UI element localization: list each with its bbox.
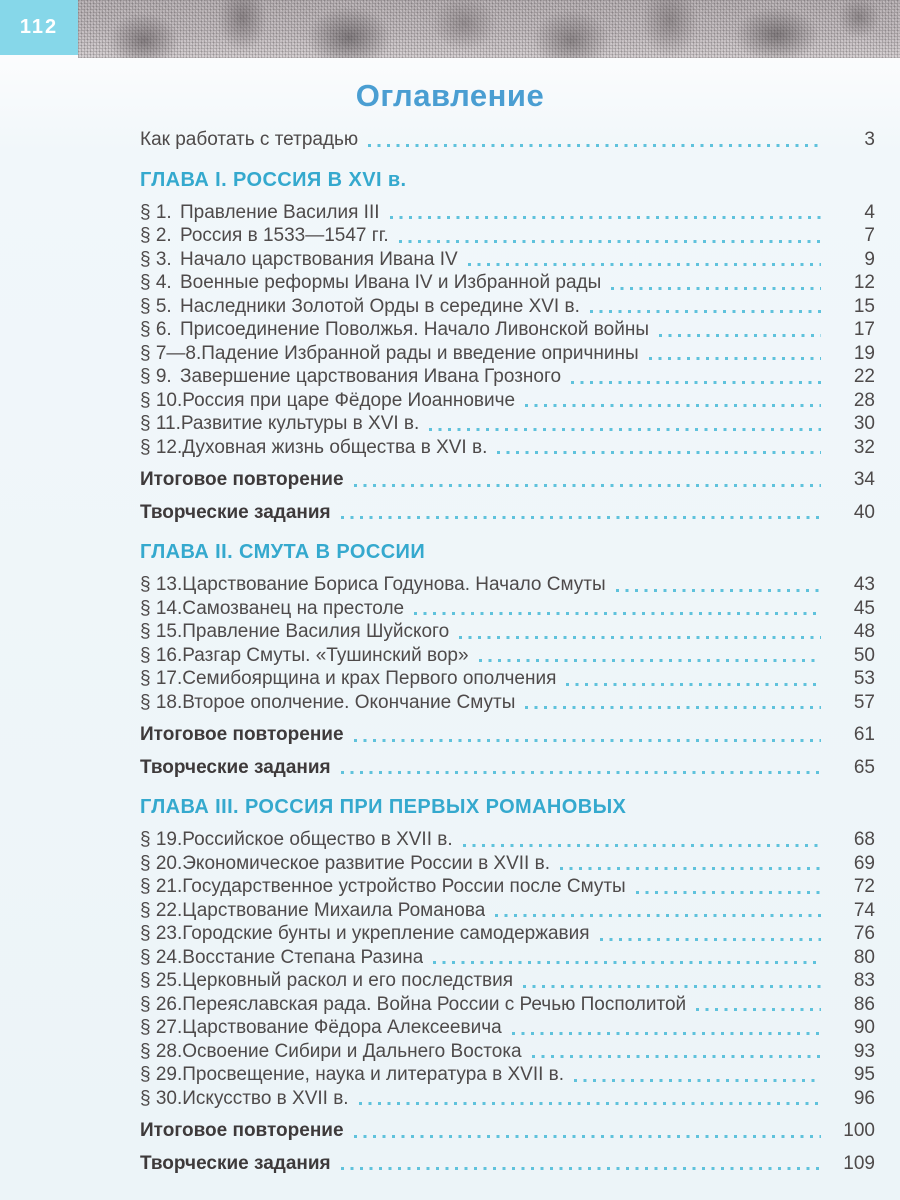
toc-row xyxy=(140,993,875,1017)
toc-item-page: 61 xyxy=(853,724,875,745)
toc-item-page: 15 xyxy=(853,295,875,317)
toc-item-page: 69 xyxy=(853,852,875,874)
dot-leader-icon xyxy=(636,891,821,894)
toc-item-number: § 28. xyxy=(140,1040,183,1062)
toc-row xyxy=(140,365,875,389)
toc-item-label: Самозванец на престоле xyxy=(182,597,405,619)
dot-leader-icon xyxy=(560,867,821,870)
toc-item-label: Военные реформы Ивана IV и Избранной рады xyxy=(180,272,602,293)
toc-item-label: Разгар Смуты. «Тушинский вор» xyxy=(182,644,469,666)
dot-leader-icon xyxy=(429,428,821,431)
toc-row xyxy=(140,436,875,460)
toc-item-number: § 29. xyxy=(140,1064,183,1085)
toc-item-number: § 30. xyxy=(140,1087,183,1109)
toc-row xyxy=(140,756,875,780)
toc-row xyxy=(140,1087,875,1111)
toc-item-page: 30 xyxy=(853,413,875,434)
toc-row xyxy=(140,852,875,876)
dot-leader-icon xyxy=(479,659,821,662)
toc-item-number: § 15. xyxy=(140,621,183,642)
page-title: Оглавление xyxy=(355,78,545,113)
toc-list xyxy=(140,128,875,1175)
toc-item-number: § 3. xyxy=(140,248,172,270)
toc-item-page: 9 xyxy=(864,248,875,270)
toc-item-page: 57 xyxy=(853,691,875,713)
toc-item-page: 34 xyxy=(853,469,875,490)
dot-leader-icon xyxy=(414,612,821,615)
toc-item-page: 74 xyxy=(853,899,875,921)
toc-item-number: § 11. xyxy=(140,413,181,434)
dot-leader-icon xyxy=(495,914,821,917)
toc-item-page: 72 xyxy=(853,876,875,897)
toc-item-number: § 12. xyxy=(140,436,183,458)
toc-row xyxy=(140,620,875,644)
engraving-banner-image xyxy=(78,0,900,58)
toc-item-number: § 22. xyxy=(140,899,183,921)
toc-item-number: § 9. xyxy=(140,366,172,387)
dot-leader-icon xyxy=(463,844,821,847)
toc-row xyxy=(140,723,875,747)
toc-item-page: 12 xyxy=(853,272,875,293)
toc-row xyxy=(140,1063,875,1087)
dot-leader-icon xyxy=(571,381,821,384)
dot-leader-icon xyxy=(368,144,821,147)
toc-item-page: 95 xyxy=(853,1064,875,1085)
toc-item-page: 32 xyxy=(853,436,875,458)
toc-item-label: Духовная жизнь общества в XVI в. xyxy=(182,436,488,458)
toc-row xyxy=(140,1119,875,1143)
toc-item-page: 68 xyxy=(853,829,875,850)
dot-leader-icon xyxy=(566,683,821,686)
toc-item-label: Творческие задания xyxy=(140,756,331,778)
dot-leader-icon xyxy=(497,451,821,454)
chapter-heading: ГЛАВА I. РОССИЯ В XVI в. xyxy=(140,168,407,191)
toc-item-label: Российское общество в XVII в. xyxy=(182,829,453,850)
toc-row xyxy=(140,1040,875,1064)
dot-leader-icon xyxy=(359,1102,821,1105)
toc-item-page: 28 xyxy=(853,389,875,411)
toc-item-page: 76 xyxy=(853,923,875,944)
toc-item-number: § 7—8. xyxy=(140,342,202,364)
toc-item-label: Государственное устройство России после Смуты xyxy=(182,876,626,897)
toc-item-page: 93 xyxy=(853,1040,875,1062)
toc-item-label: Развитие культуры в XVI в. xyxy=(180,413,420,434)
toc-item-label: Правление Василия III xyxy=(180,201,380,223)
page-number-badge xyxy=(0,0,78,55)
toc-item-page: 50 xyxy=(853,644,875,666)
toc-item-label: Искусство в XVII в. xyxy=(182,1087,349,1109)
toc-row xyxy=(140,667,875,691)
dot-leader-icon xyxy=(390,216,821,219)
dot-leader-icon xyxy=(399,240,821,243)
chapter-heading: ГЛАВА III. РОССИЯ ПРИ ПЕРВЫХ РОМАНОВЫХ xyxy=(140,796,627,818)
toc-item-number: § 23. xyxy=(140,923,183,944)
dot-leader-icon xyxy=(354,484,821,487)
toc-item-label: Городские бунты и укрепление самодержавия xyxy=(182,923,590,944)
toc-item-label: Церковный раскол и его последствия xyxy=(182,970,514,991)
toc-item-label: Семибоярщина и крах Первого ополчения xyxy=(182,668,557,689)
toc-item-page: 17 xyxy=(853,319,875,340)
toc-row xyxy=(140,828,875,852)
toc-item-page: 90 xyxy=(853,1017,875,1038)
toc-item-page: 4 xyxy=(864,201,875,223)
toc-item-label: Итоговое повторение xyxy=(140,469,344,490)
dot-leader-icon xyxy=(354,739,821,742)
toc-item-page: 53 xyxy=(853,668,875,689)
toc-item-number: § 24. xyxy=(140,946,183,968)
toc-item-number: § 27. xyxy=(140,1017,183,1038)
toc-item-label: Итоговое повторение xyxy=(140,1120,344,1141)
toc-item-number: § 19. xyxy=(140,829,183,850)
toc-item-number: § 14. xyxy=(140,597,183,619)
toc-item-label: Россия в 1533—1547 гг. xyxy=(180,225,389,246)
toc-item-page: 109 xyxy=(843,1152,875,1174)
toc-item-label: Экономическое развитие России в XVII в. xyxy=(182,852,550,874)
toc-row xyxy=(140,875,875,899)
chapter-heading: ГЛАВА II. СМУТА В РОССИИ xyxy=(140,541,426,563)
dot-leader-icon xyxy=(523,985,821,988)
toc-row xyxy=(140,946,875,970)
toc-row xyxy=(140,271,875,295)
toc-item-label: Начало царствования Ивана IV xyxy=(180,248,458,270)
toc-item-label: Завершение царствования Ивана Грозного xyxy=(180,366,562,387)
toc-row xyxy=(140,342,875,366)
toc-item-page: 22 xyxy=(853,366,875,387)
toc-item-page: 43 xyxy=(853,574,875,595)
toc-item-label: Восстание Степана Разина xyxy=(182,946,424,968)
toc-row xyxy=(140,899,875,923)
toc-item-page: 40 xyxy=(853,501,875,523)
toc-item-page: 19 xyxy=(853,342,875,364)
page-number: 112 xyxy=(19,16,59,38)
dot-leader-icon xyxy=(512,1032,821,1035)
toc-item-number: § 17. xyxy=(140,668,183,689)
dot-leader-icon xyxy=(611,287,821,290)
toc-item-label: Россия при царе Фёдоре Иоанновиче xyxy=(182,389,516,411)
dot-leader-icon xyxy=(600,938,821,941)
toc-item-number: § 20. xyxy=(140,852,183,874)
toc-row xyxy=(140,922,875,946)
toc-item-page: 3 xyxy=(864,129,875,150)
dot-leader-icon xyxy=(341,771,821,774)
toc-row xyxy=(140,128,875,152)
dot-leader-icon xyxy=(433,961,821,964)
toc-item-number: § 21. xyxy=(140,876,183,897)
toc-item-page: 83 xyxy=(853,970,875,991)
dot-leader-icon xyxy=(659,334,821,337)
toc-item-label: Наследники Золотой Орды в середине XVI в. xyxy=(180,295,580,317)
toc-item-label: Правление Василия Шуйского xyxy=(182,621,450,642)
toc-row xyxy=(140,389,875,413)
toc-item-page: 86 xyxy=(853,993,875,1015)
toc-item-label: Творческие задания xyxy=(140,1152,331,1174)
toc-item-label: Царствование Фёдора Алексеевича xyxy=(182,1017,502,1038)
dot-leader-icon xyxy=(574,1079,821,1082)
dot-leader-icon xyxy=(354,1135,821,1138)
toc-item-number: § 2. xyxy=(140,225,172,246)
toc-row xyxy=(140,412,875,436)
dot-leader-icon xyxy=(525,706,821,709)
toc-item-label: Итоговое повторение xyxy=(140,724,344,745)
toc-row xyxy=(140,969,875,993)
toc-item-number: § 6. xyxy=(140,319,172,340)
toc-row xyxy=(140,224,875,248)
toc-item-page: 100 xyxy=(843,1120,875,1141)
toc-item-label: Присоединение Поволжья. Начало Ливонской войны xyxy=(180,319,649,340)
toc-item-number: § 10. xyxy=(140,389,183,411)
toc-row xyxy=(140,691,875,715)
toc-row xyxy=(140,573,875,597)
toc-row xyxy=(140,1016,875,1040)
top-banner xyxy=(0,0,900,58)
dot-leader-icon xyxy=(590,310,821,313)
toc-row xyxy=(140,318,875,342)
toc-item-label: Падение Избранной рады и введение опричнины xyxy=(201,342,639,364)
toc-item-label: Творческие задания xyxy=(140,501,331,523)
dot-leader-icon xyxy=(341,1167,821,1170)
toc-item-label: Переяславская рада. Война России с Речью Посполитой xyxy=(182,993,687,1015)
toc-item-number: § 5. xyxy=(140,295,172,317)
toc-item-label: Просвещение, наука и литература в XVII в. xyxy=(182,1064,565,1085)
toc-item-label: Царствование Михаила Романова xyxy=(182,899,486,921)
toc-row xyxy=(140,501,875,525)
dot-leader-icon xyxy=(341,516,821,519)
toc-row xyxy=(140,201,875,225)
dot-leader-icon xyxy=(459,636,821,639)
toc xyxy=(0,114,900,1175)
toc-item-number: § 16. xyxy=(140,644,183,666)
toc-item-label: Второе ополчение. Окончание Смуты xyxy=(182,691,516,713)
dot-leader-icon xyxy=(525,404,821,407)
dot-leader-icon xyxy=(532,1055,821,1058)
toc-item-label: Царствование Бориса Годунова. Начало Смуты xyxy=(182,574,606,595)
dot-leader-icon xyxy=(616,589,821,592)
toc-item-page: 48 xyxy=(853,621,875,642)
toc-row xyxy=(140,468,875,492)
dot-leader-icon xyxy=(649,357,821,360)
dot-leader-icon xyxy=(468,263,821,266)
toc-item-number: § 26. xyxy=(140,993,183,1015)
toc-item-page: 45 xyxy=(853,597,875,619)
toc-row xyxy=(140,248,875,272)
toc-row xyxy=(140,1152,875,1176)
toc-row xyxy=(140,295,875,319)
dot-leader-icon xyxy=(696,1008,821,1011)
toc-item-number: § 18. xyxy=(140,691,183,713)
toc-item-page: 7 xyxy=(864,225,875,246)
toc-item-number: § 1. xyxy=(140,201,172,223)
toc-item-page: 80 xyxy=(853,946,875,968)
toc-item-label: Освоение Сибири и Дальнего Востока xyxy=(182,1040,522,1062)
toc-item-number: § 25. xyxy=(140,970,183,991)
toc-row xyxy=(140,644,875,668)
toc-item-label: Как работать с тетрадью xyxy=(140,129,359,150)
toc-item-number: § 4. xyxy=(140,272,172,293)
toc-item-page: 65 xyxy=(853,756,875,778)
toc-item-page: 96 xyxy=(853,1087,875,1109)
toc-row xyxy=(140,597,875,621)
toc-item-number: § 13. xyxy=(140,574,183,595)
